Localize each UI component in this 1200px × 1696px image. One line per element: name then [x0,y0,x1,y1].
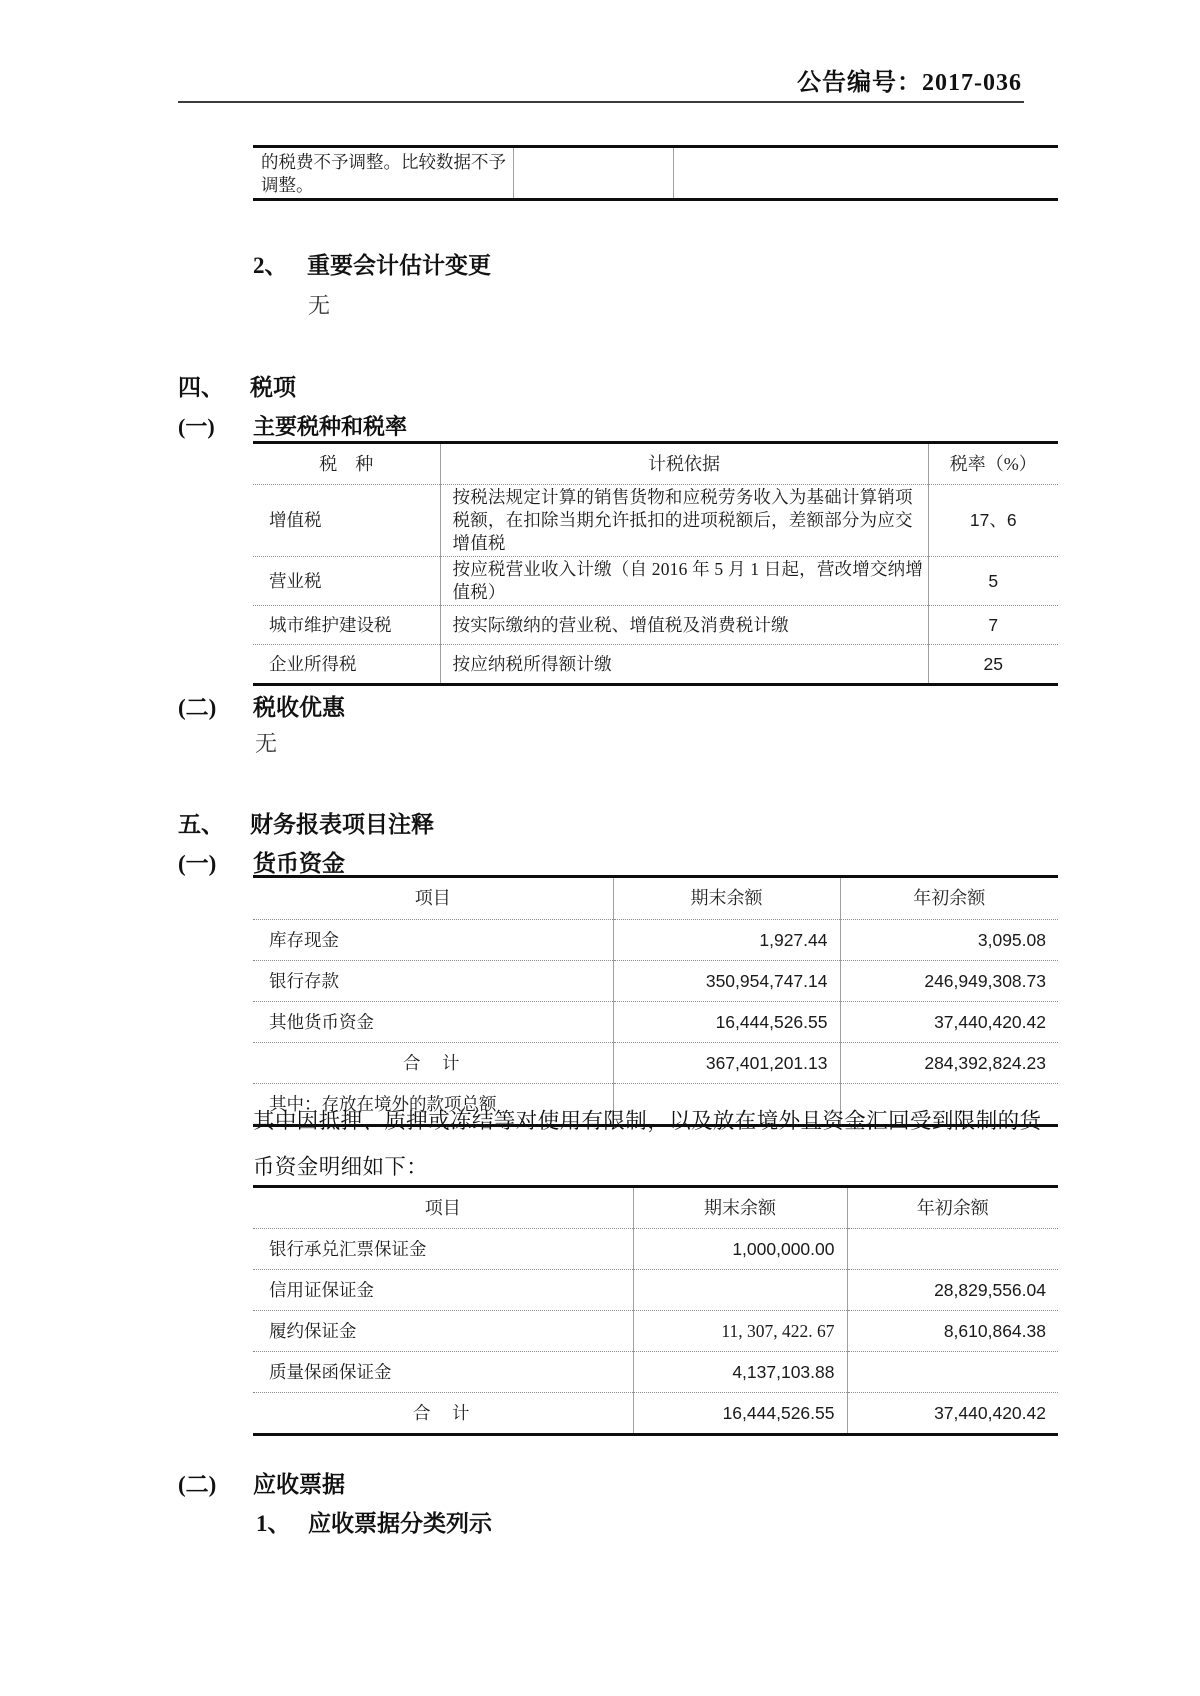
restricted-ending: 16,444,526.55 [633,1393,847,1435]
heading-number: 1、 [256,1511,291,1536]
restricted-item: 合 计 [253,1393,633,1435]
funds-item: 银行存款 [253,961,613,1002]
tax-table-row [253,645,1058,685]
heading-notes-receivable-classification [256,1505,492,1538]
restricted-item: 信用证保证金 [253,1270,633,1311]
tax-basis: 按应税营业收入计缴（自 2016 年 5 月 1 日起，营改增交纳增值税） [440,557,928,606]
tax-rate-table [253,441,1058,686]
heading-title: 主要税种和税率 [253,414,408,439]
heading-title: 应收票据 [253,1472,345,1497]
heading-number: (一) [178,851,217,876]
none-text-1: 无 [308,293,331,318]
monetary-funds-table [253,875,1058,1127]
funds-row [253,1002,1058,1043]
restricted-total-row [253,1393,1058,1435]
restricted-beginning: 37,440,420.42 [847,1393,1058,1435]
funds-beginning: 246,949,308.73 [840,961,1058,1002]
funds-row [253,961,1058,1002]
tax-name: 城市维护建设税 [253,606,440,645]
funds-row [253,920,1058,961]
fragment-cell-empty-2 [673,147,1058,200]
tax-basis: 按应纳税所得额计缴 [440,645,928,685]
restricted-beginning: 28,829,556.04 [847,1270,1058,1311]
heading-number: (二) [178,1472,217,1497]
restricted-col-header-item: 项目 [253,1187,633,1229]
restricted-ending: 1,000,000.00 [633,1229,847,1270]
restricted-ending [633,1270,847,1311]
restricted-funds-table [253,1185,1058,1436]
heading-title: 应收票据分类列示 [308,1511,492,1536]
funds-beginning: 37,440,420.42 [840,1002,1058,1043]
restricted-beginning: 8,610,864.38 [847,1311,1058,1352]
funds-beginning: 284,392,824.23 [840,1043,1058,1084]
tax-table-row [253,606,1058,645]
tax-col-header-type: 税 种 [253,443,440,485]
fragment-cell-text: 的税费不予调整。比较数据不予调整。 [253,147,513,200]
heading-monetary-funds [178,845,345,878]
tax-rate: 5 [928,557,1058,606]
restricted-ending: 4,137,103.88 [633,1352,847,1393]
funds-item: 库存现金 [253,920,613,961]
restricted-ending: 11, 307, 422. 67 [633,1311,847,1352]
tax-col-header-rate: 税率（%） [949,453,1037,474]
restricted-col-header-beginning: 年初余额 [916,1197,989,1218]
heading-tax-incentives [178,689,345,722]
carryover-table-fragment [253,145,1058,201]
heading-number: 五、 [178,812,224,837]
tax-rate: 7 [928,606,1058,645]
tax-col-header-basis: 计税依据 [440,443,928,485]
restricted-beginning [847,1352,1058,1393]
funds-col-header-beginning: 年初余额 [913,888,986,908]
heading-number: (二) [178,695,217,720]
heading-tax-section [178,369,296,402]
funds-item: 其他货币资金 [253,1002,613,1043]
heading-accounting-estimate-change [253,247,491,280]
heading-title: 财务报表项目注释 [250,812,434,837]
funds-ending: 1,927.44 [613,920,840,961]
restricted-row [253,1229,1058,1270]
heading-title: 重要会计估计变更 [307,253,491,278]
funds-ending: 16,444,526.55 [613,1002,840,1043]
heading-title: 税项 [250,375,296,400]
heading-main-taxes [178,410,407,441]
restricted-row [253,1270,1058,1311]
funds-item: 合 计 [253,1043,613,1084]
funds-item: 其中：存放在境外的款项总额 [253,1084,613,1126]
restricted-row [253,1352,1058,1393]
restricted-item: 银行承兑汇票保证金 [253,1229,633,1270]
tax-name: 营业税 [253,557,440,606]
tax-basis: 按实际缴纳的营业税、增值税及消费税计缴 [440,606,928,645]
announcement-number: 公告编号：2017-036 [797,70,1022,96]
funds-beginning: 3,095.08 [840,920,1058,961]
tax-name: 增值税 [253,485,440,557]
heading-notes-receivable [178,1466,345,1499]
tax-name: 企业所得税 [253,645,440,685]
fragment-cell-empty-1 [513,147,673,200]
restricted-col-header-ending: 期末余额 [633,1187,847,1229]
funds-col-header-item: 项目 [253,877,613,920]
heading-number: 2、 [253,253,288,278]
funds-col-header-ending: 期末余额 [613,877,840,920]
header-rule [178,101,1024,103]
heading-number: 四、 [178,375,224,400]
none-text-2: 无 [255,731,278,756]
heading-title: 税收优惠 [253,695,345,720]
tax-table-row [253,557,1058,606]
restricted-item: 质量保函保证金 [253,1352,633,1393]
heading-statement-notes [178,806,434,839]
tax-rate: 17、6 [928,485,1058,557]
tax-table-row [253,485,1058,557]
restricted-beginning [847,1229,1058,1270]
funds-total-row [253,1043,1058,1084]
funds-ending: 350,954,747.14 [613,961,840,1002]
tax-basis: 按税法规定计算的销售货物和应税劳务收入为基础计算销项税额，在扣除当期允许抵扣的进项税额后，差额部分为应交增值税 [440,485,928,557]
restricted-funds-note: 其中因抵押、质押或冻结等对使用有限制，以及放在境外且资金汇回受到限制的货币资金明细如下： [253,1109,1042,1179]
funds-ending: 367,401,201.13 [613,1043,840,1084]
restricted-row [253,1311,1058,1352]
heading-title: 货币资金 [253,851,345,876]
tax-rate: 25 [928,645,1058,685]
restricted-item: 履约保证金 [253,1311,633,1352]
heading-number: (一) [178,414,215,439]
